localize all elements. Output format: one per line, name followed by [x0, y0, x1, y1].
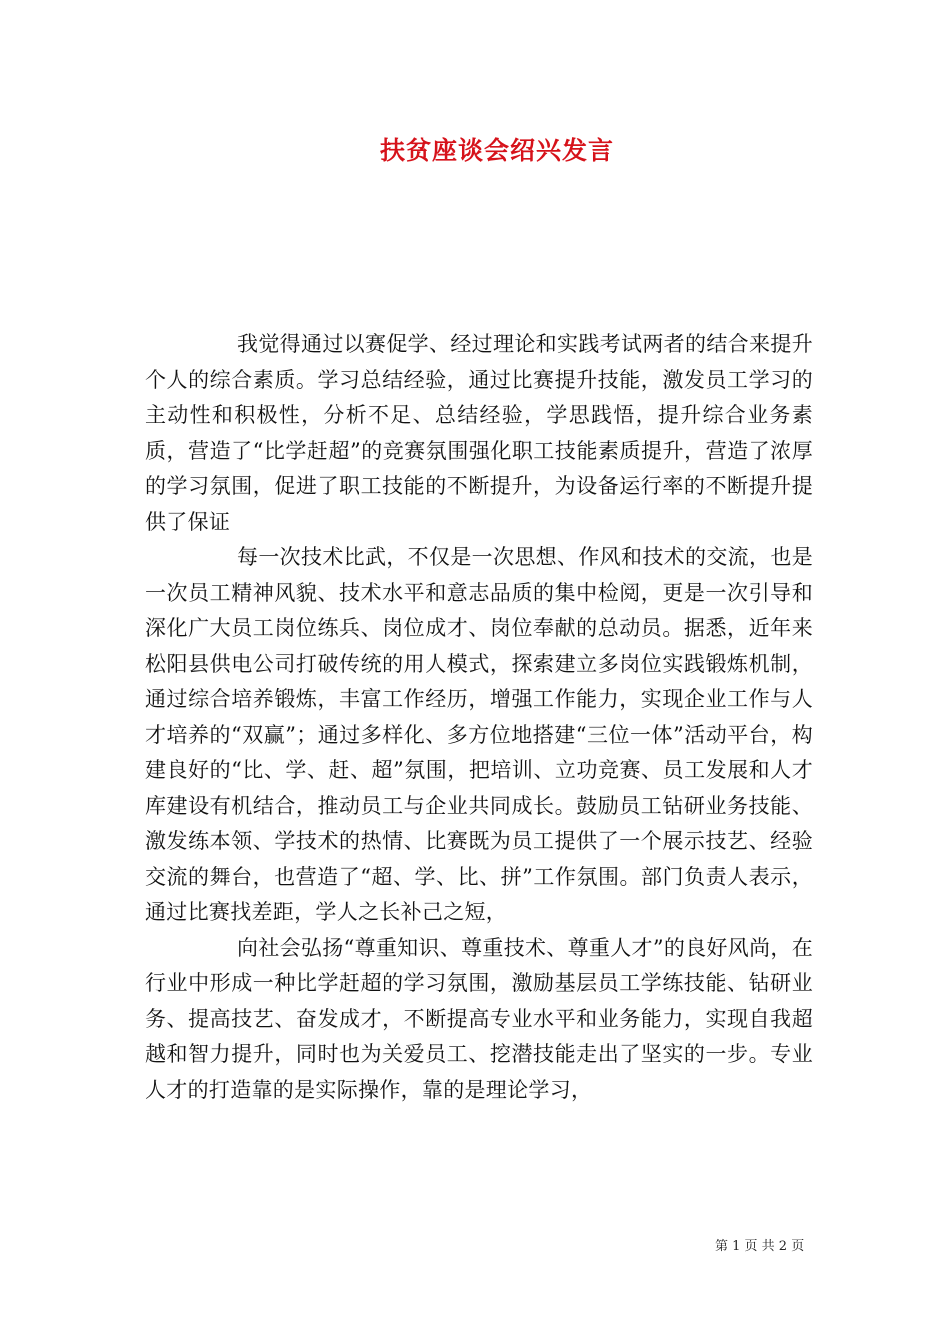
document-title: 扶贫座谈会绍兴发言 — [380, 136, 615, 165]
paragraph-1: 我觉得通过以赛促学、经过理论和实践考试两者的结合来提升个人的综合素质。学习总结经验，通过比赛提升技能，激发员工学习的主动性和积极性，分析不足、总结经验，学思践悟，提升综合业务素质，营造了“比学赶超”的竞赛氛围强化职工技能素质提升，营造了浓厚的学习氛围，促进了职工技能的不断提升，为设备运行率的不断提升提供了保证 — [145, 332, 813, 534]
page-number-footer: 第 1 页 共 2 页 — [715, 1239, 805, 1254]
document-body — [145, 327, 813, 1108]
paragraph-2: 每一次技术比武，不仅是一次思想、作风和技术的交流，也是一次员工精神风貌、技术水平和意志品质的集中检阅，更是一次引导和深化广大员工岗位练兵、岗位成才、岗位奉献的总动员。据悉，近年来松阳县供电公司打破传统的用人模式，探索建立多岗位实践锻炼机制，通过综合培养锻炼，丰富工作经历，增强工作能力，实现企业工作与人才培养的“双赢”；通过多样化、多方位地搭建“三位一体”活动平台，构建良好的“比、学、赶、超”氛围，把培训、立功竞赛、员工发展和人才库建设有机结合，推动员工与企业共同成长。鼓励员工钻研业务技能、激发练本领、学技术的热情、比赛既为员工提供了一个展示技艺、经验交流的舞台，也营造了“超、学、比、拼”工作氛围。部门负责人表示，通过比赛找差距，学人之长补己之短， — [145, 545, 813, 924]
paragraph-3: 向社会弘扬“尊重知识、尊重技术、尊重人才”的良好风尚，在行业中形成一种比学赶超的学习氛围，激励基层员工学练技能、钻研业务、提高技艺、奋发成才，不断提高专业水平和业务能力，实现自我超越和智力提升，同时也为关爱员工、挖潜技能走出了坚实的一步。专业人才的打造靠的是实际操作，靠的是理论学习， — [145, 935, 813, 1102]
